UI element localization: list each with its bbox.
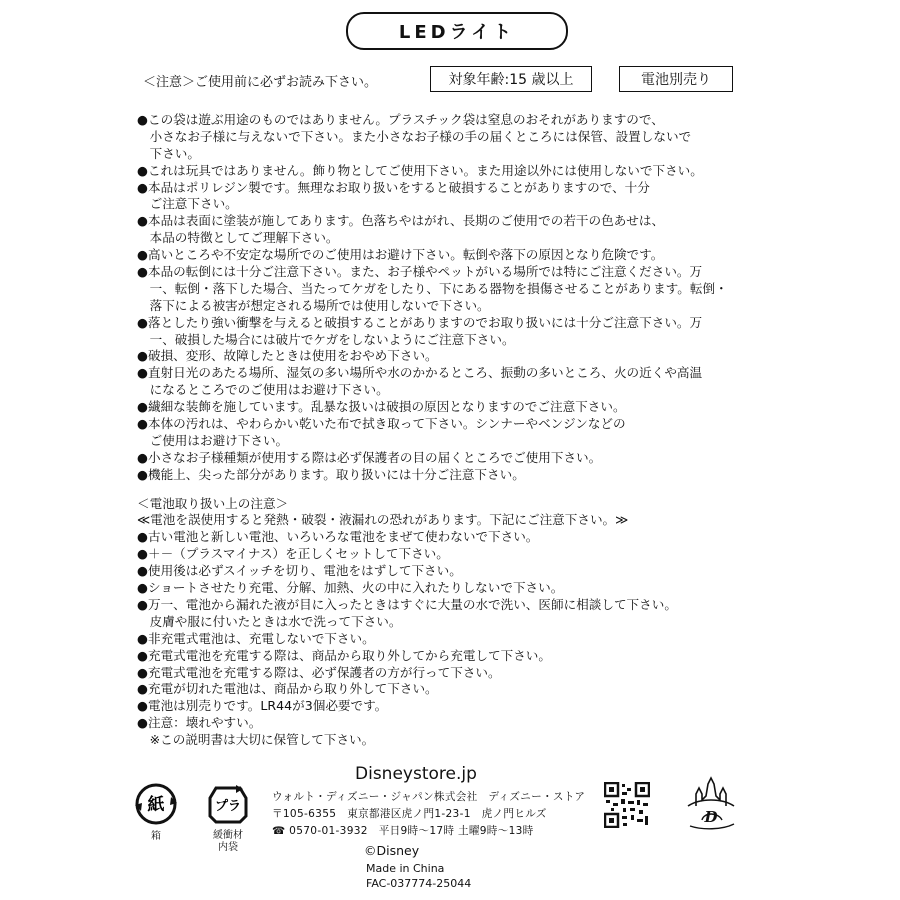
- plastic-label-line2: 内袋: [218, 842, 238, 853]
- caution-line: になるところでのご使用はお避け下さい。: [137, 382, 389, 398]
- caution-line: ご使用はお避け下さい。: [137, 432, 289, 448]
- company-address: 〒105-6355 東京都港区虎ノ門1-23-1 虎ノ門ヒルズ: [272, 808, 547, 820]
- caution-line: ●この袋は遊ぶ用途のものではありません。プラスチック袋は窒息のおそれがありますので、: [137, 112, 664, 127]
- copyright: ©Disney: [364, 843, 420, 858]
- disney-castle-logo: [682, 776, 740, 830]
- company-name: ウォルト・ディズニー・ジャパン株式会社 ディズニー・ストア: [272, 791, 586, 803]
- caution-line: ●本品の転倒には十分ご注意下さい。また、お子様やペットがいる場所では特にご注意ください。万: [137, 264, 703, 280]
- caution-line: 下さい。: [137, 145, 200, 161]
- company-phone: ☎ 0570-01-3932 平日9時～17時 土曜9時～13時: [272, 825, 534, 837]
- caution-line: ●繊細な装飾を施しています。乱暴な扱いは破損の原因となりますのでご注意下さい。: [137, 399, 626, 415]
- page-title: LEDライト: [398, 22, 516, 43]
- website-url: Disneystore.jp: [355, 764, 477, 784]
- title-banner: [346, 12, 568, 50]
- battery-line: ●電池は別売りです。LR44が3個必要です。: [137, 698, 388, 714]
- battery-line: ●使用後は必ずスイッチを切り、電池をはずして下さい。: [137, 563, 462, 579]
- caution-line: 一、転倒・落下した場合、当たってケガをしたり、下にある器物を損傷させることがあります。転倒・: [137, 280, 728, 296]
- product-code: FAC-037774-25044: [366, 877, 472, 890]
- company-info: [272, 789, 585, 840]
- caution-line: ご注意下さい。: [137, 196, 238, 212]
- battery-line: ●ショートさせたり充電、分解、加熱、火の中に入れたりしないで下さい。: [137, 580, 564, 596]
- battery-line: ●注意：壊れやすい。: [137, 715, 262, 731]
- svg-text:D: D: [704, 808, 718, 826]
- battery-line: ※この説明書は大切に保管して下さい。: [137, 732, 375, 748]
- caution-line: ●機能上、尖った部分があります。取り扱いには十分ご注意下さい。: [137, 466, 525, 482]
- section-gap: [137, 484, 777, 496]
- plastic-recycle-label: [206, 830, 250, 854]
- plastic-recycle-icon: [206, 782, 250, 826]
- caution-line: ●小さなお子様種類が使用する際は必ず保護者の目の届くところでご使用下さい。: [137, 449, 602, 465]
- qr-code-icon: [604, 782, 650, 828]
- paper-recycle-label: 箱: [151, 831, 161, 842]
- caution-line: ●落としたり強い衝撃を与えると破損することがありますのでお取り扱いには十分ご注意下さい。万: [137, 314, 703, 330]
- caution-line: ●本品は表面に塗装が施してあります。色落ちやはがれ、長期のご使用での若干の色あせは、: [137, 213, 665, 229]
- battery-line: ●非充電式電池は、充電しないで下さい。: [137, 630, 375, 646]
- made-in: Made in China: [366, 862, 445, 875]
- paper-recycle-glyph: 紙: [147, 795, 165, 815]
- battery-line: ≪電池を誤使用すると発熱・破裂・液漏れの恐れがあります。下記にご注意下さい。≫: [137, 512, 629, 528]
- caution-line: 一、破損した場合には破片でケガをしないようにご注意下さい。: [137, 331, 515, 347]
- plastic-label-line1: 緩衝材: [213, 830, 243, 841]
- battery-notice-box: [619, 66, 733, 92]
- battery-line: ●充電が切れた電池は、商品から取り外して下さい。: [137, 681, 438, 697]
- paper-recycle-icon: [133, 781, 179, 827]
- plastic-recycle-glyph: プラ: [214, 799, 242, 814]
- battery-line: 皮膚や服に付いたときは水で洗って下さい。: [137, 613, 402, 629]
- battery-line: ●古い電池と新しい電池、いろいろな電池をまぜて使わないで下さい。: [137, 529, 539, 545]
- caution-line: 本品の特徴としてご理解下さい。: [137, 230, 339, 246]
- age-notice-box: [430, 66, 592, 92]
- caution-line: ●これは玩具ではありません。飾り物としてご使用下さい。また用途以外には使用しないで下さい。: [137, 162, 703, 178]
- caution-line: ●直射日光のあたる場所、湿気の多い場所や水のかかるところ、振動の多いところ、火の近くや高温: [137, 365, 703, 381]
- caution-line: ●本体の汚れは、やわらかい乾いた布で拭き取って下さい。シンナーやベンジンなどの: [137, 416, 626, 432]
- caution-header: ＜注意＞ご使用前に必ずお読み下さい。: [143, 75, 378, 90]
- battery-line: ●充電式電池を充電する際は、必ず保護者の方が行って下さい。: [137, 664, 501, 680]
- caution-line: ●高いところや不安定な場所でのご使用はお避け下さい。転倒や落下の原因となり危険です。: [137, 247, 664, 263]
- instruction-text: [137, 112, 777, 749]
- battery-line: ●＋－（プラスマイナス）を正しくセットして下さい。: [137, 546, 449, 562]
- caution-line: ●破損、変形、故障したときは使用をおやめ下さい。: [137, 348, 438, 364]
- caution-line: 小さなお子様に与えないで下さい。また小さなお子様の手の届くところには保管、設置しないで: [137, 128, 692, 144]
- battery-line: ●充電式電池を充電する際は、商品から取り外してから充電して下さい。: [137, 647, 551, 663]
- caution-line: ●本品はポリレジン製です。無理なお取り扱いをすると破損することがありますので、十分: [137, 179, 650, 195]
- caution-line: 落下による被害が想定される場所では使用しないで下さい。: [137, 297, 490, 313]
- battery-notice: 電池別売り: [641, 72, 711, 88]
- battery-line: ●万一、電池から漏れた液が目に入ったときはすぐに大量の水で洗い、医師に相談して下さい。: [137, 596, 677, 612]
- battery-header: ＜電池取り扱い上の注意＞: [137, 495, 289, 511]
- age-notice: 対象年齢:15 歳以上: [448, 72, 574, 88]
